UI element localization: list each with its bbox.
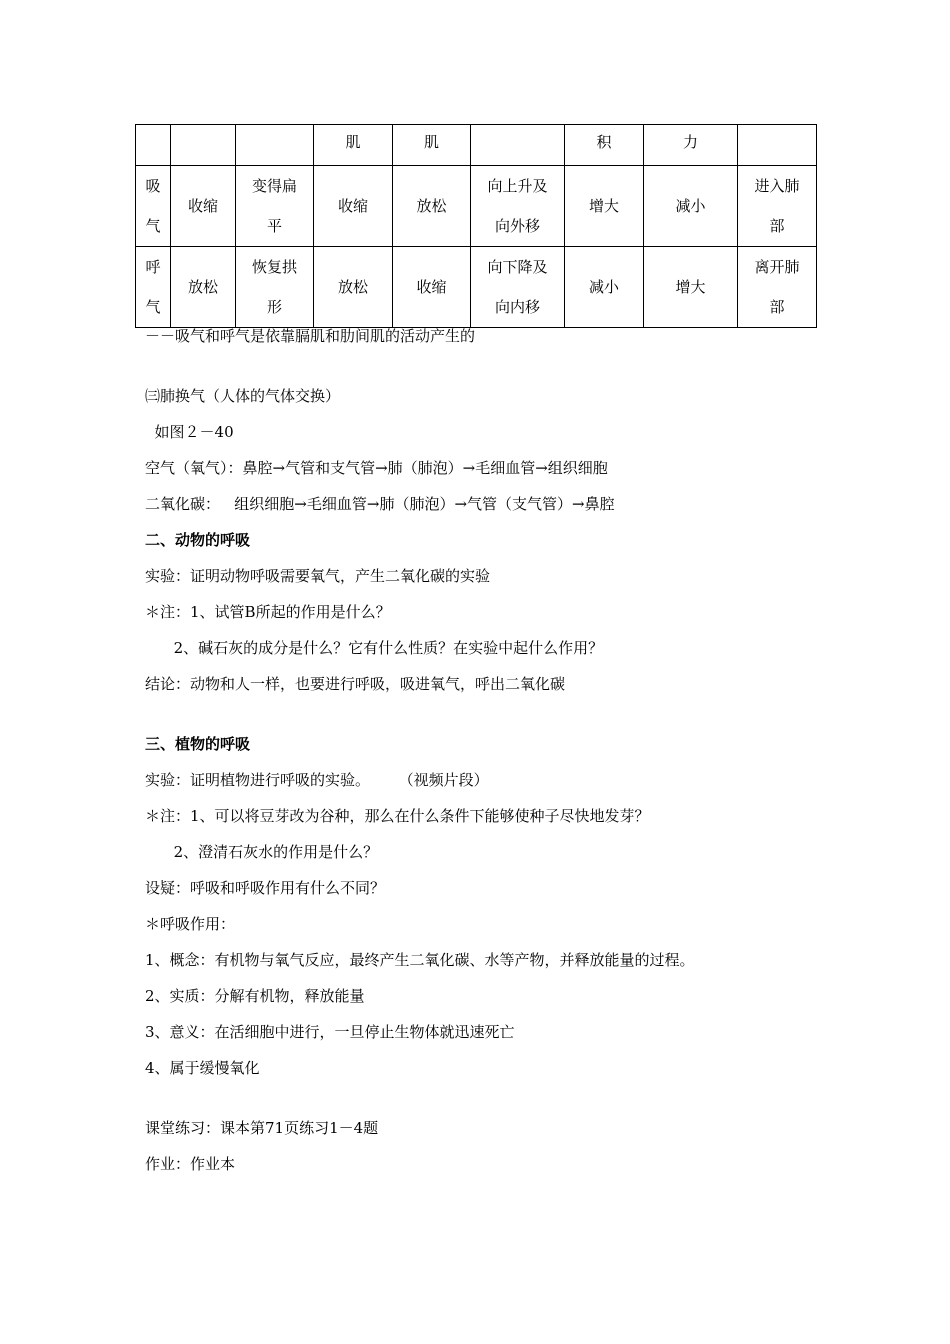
table-cell bbox=[471, 247, 565, 328]
table-cell: 积 bbox=[565, 125, 644, 166]
table-cell: 肌 bbox=[393, 125, 471, 166]
table-cell bbox=[136, 247, 171, 328]
table-cell bbox=[136, 125, 171, 166]
animal-conclusion: 结论：动物和人一样，也要进行呼吸，吸进氧气，呼出二氧化碳 bbox=[145, 675, 566, 693]
table-cell bbox=[471, 166, 565, 247]
cell-text: 收缩 bbox=[416, 278, 447, 296]
table-row-exhale bbox=[136, 247, 817, 328]
table-row-inhale bbox=[136, 166, 817, 247]
homework: 作业：作业本 bbox=[145, 1155, 236, 1173]
table-cell bbox=[738, 166, 817, 247]
figure-reference: 如图２－40 bbox=[145, 423, 234, 441]
cell-text: 收缩 bbox=[337, 197, 368, 215]
breathing-table bbox=[135, 124, 817, 328]
table-cell bbox=[171, 166, 236, 247]
cell-text: 放松 bbox=[187, 278, 218, 296]
table-cell bbox=[738, 125, 817, 166]
table-cell bbox=[136, 166, 171, 247]
co2-path: 二氧化碳： 组织细胞→毛细血管→肺（肺泡）→气管（支气管）→鼻腔 bbox=[145, 495, 615, 513]
plant-note-2: 2、澄清石灰水的作用是什么？ bbox=[145, 843, 379, 861]
cell-text: 向下降及 向内移 bbox=[487, 258, 548, 316]
cell-text: 变得扁 平 bbox=[251, 177, 297, 235]
table-cell bbox=[738, 247, 817, 328]
cell-text: 进入肺 部 bbox=[754, 177, 800, 235]
section-heading-gas-exchange: ㈢肺换气（人体的气体交换） bbox=[145, 387, 341, 405]
cell-text: 放松 bbox=[416, 197, 447, 215]
table-cell: 力 bbox=[644, 125, 738, 166]
table-cell bbox=[171, 247, 236, 328]
animal-experiment: 实验：证明动物呼吸需要氧气，产生二氧化碳的实验 bbox=[145, 567, 491, 585]
table-cell bbox=[644, 247, 738, 328]
cell-text: 呼 气 bbox=[145, 258, 161, 316]
point-essence: 2、实质：分解有机物，释放能量 bbox=[145, 987, 365, 1005]
point-significance: 3、意义：在活细胞中进行，一旦停止生物体就迅速死亡 bbox=[145, 1023, 515, 1041]
cell-text: 增大 bbox=[675, 278, 706, 296]
plant-note-1: ＊注：1、可以将豆芽改为谷种，那么在什么条件下能够使种子尽快地发芽？ bbox=[145, 807, 650, 825]
table-cell bbox=[236, 166, 314, 247]
cell-text: 减小 bbox=[588, 278, 619, 296]
section-heading-animal: 二、动物的呼吸 bbox=[145, 531, 251, 549]
classroom-exercise: 课堂练习：课本第71页练习1－4题 bbox=[145, 1119, 379, 1137]
table-cell bbox=[565, 247, 644, 328]
point-concept: 1、概念：有机物与氧气反应，最终产生二氧化碳、水等产物，并释放能量的过程。 bbox=[145, 951, 695, 969]
cell-text: 放松 bbox=[337, 278, 368, 296]
table-cell bbox=[236, 247, 314, 328]
cell-text: 向上升及 向外移 bbox=[487, 177, 548, 235]
point-slow-oxidation: 4、属于缓慢氧化 bbox=[145, 1059, 260, 1077]
table-cell: 肌 bbox=[314, 125, 393, 166]
cell-text: 增大 bbox=[588, 197, 619, 215]
table-cell bbox=[171, 125, 236, 166]
plant-experiment: 实验：证明植物进行呼吸的实验。 （视频片段） bbox=[145, 771, 489, 789]
oxygen-path: 空气（氧气）：鼻腔→气管和支气管→肺（肺泡）→毛细血管→组织细胞 bbox=[145, 459, 608, 477]
cell-text: 吸 气 bbox=[145, 177, 161, 235]
section-heading-plant: 三、植物的呼吸 bbox=[145, 735, 251, 753]
table-cell bbox=[644, 166, 738, 247]
table-cell bbox=[565, 166, 644, 247]
cell-text: 减小 bbox=[675, 197, 706, 215]
table-cell bbox=[393, 247, 471, 328]
table-cell bbox=[314, 166, 393, 247]
table-note: －－吸气和呼气是依靠膈肌和肋间肌的活动产生的 bbox=[145, 327, 476, 345]
cell-text: 收缩 bbox=[187, 197, 218, 215]
cell-text: 恢复拱 形 bbox=[251, 258, 297, 316]
table-cell bbox=[236, 125, 314, 166]
table-cell bbox=[471, 125, 565, 166]
table-cell bbox=[314, 247, 393, 328]
cell-text: 离开肺 部 bbox=[754, 258, 800, 316]
question: 设疑：呼吸和呼吸作用有什么不同？ bbox=[145, 879, 386, 897]
table-cell bbox=[393, 166, 471, 247]
table-header-row bbox=[136, 125, 817, 166]
animal-note-1: ＊注：1、试管B所起的作用是什么？ bbox=[145, 603, 391, 621]
animal-note-2: 2、碱石灰的成分是什么？它有什么性质？在实验中起什么作用？ bbox=[145, 639, 604, 657]
respiration-heading: ＊呼吸作用： bbox=[145, 915, 236, 933]
